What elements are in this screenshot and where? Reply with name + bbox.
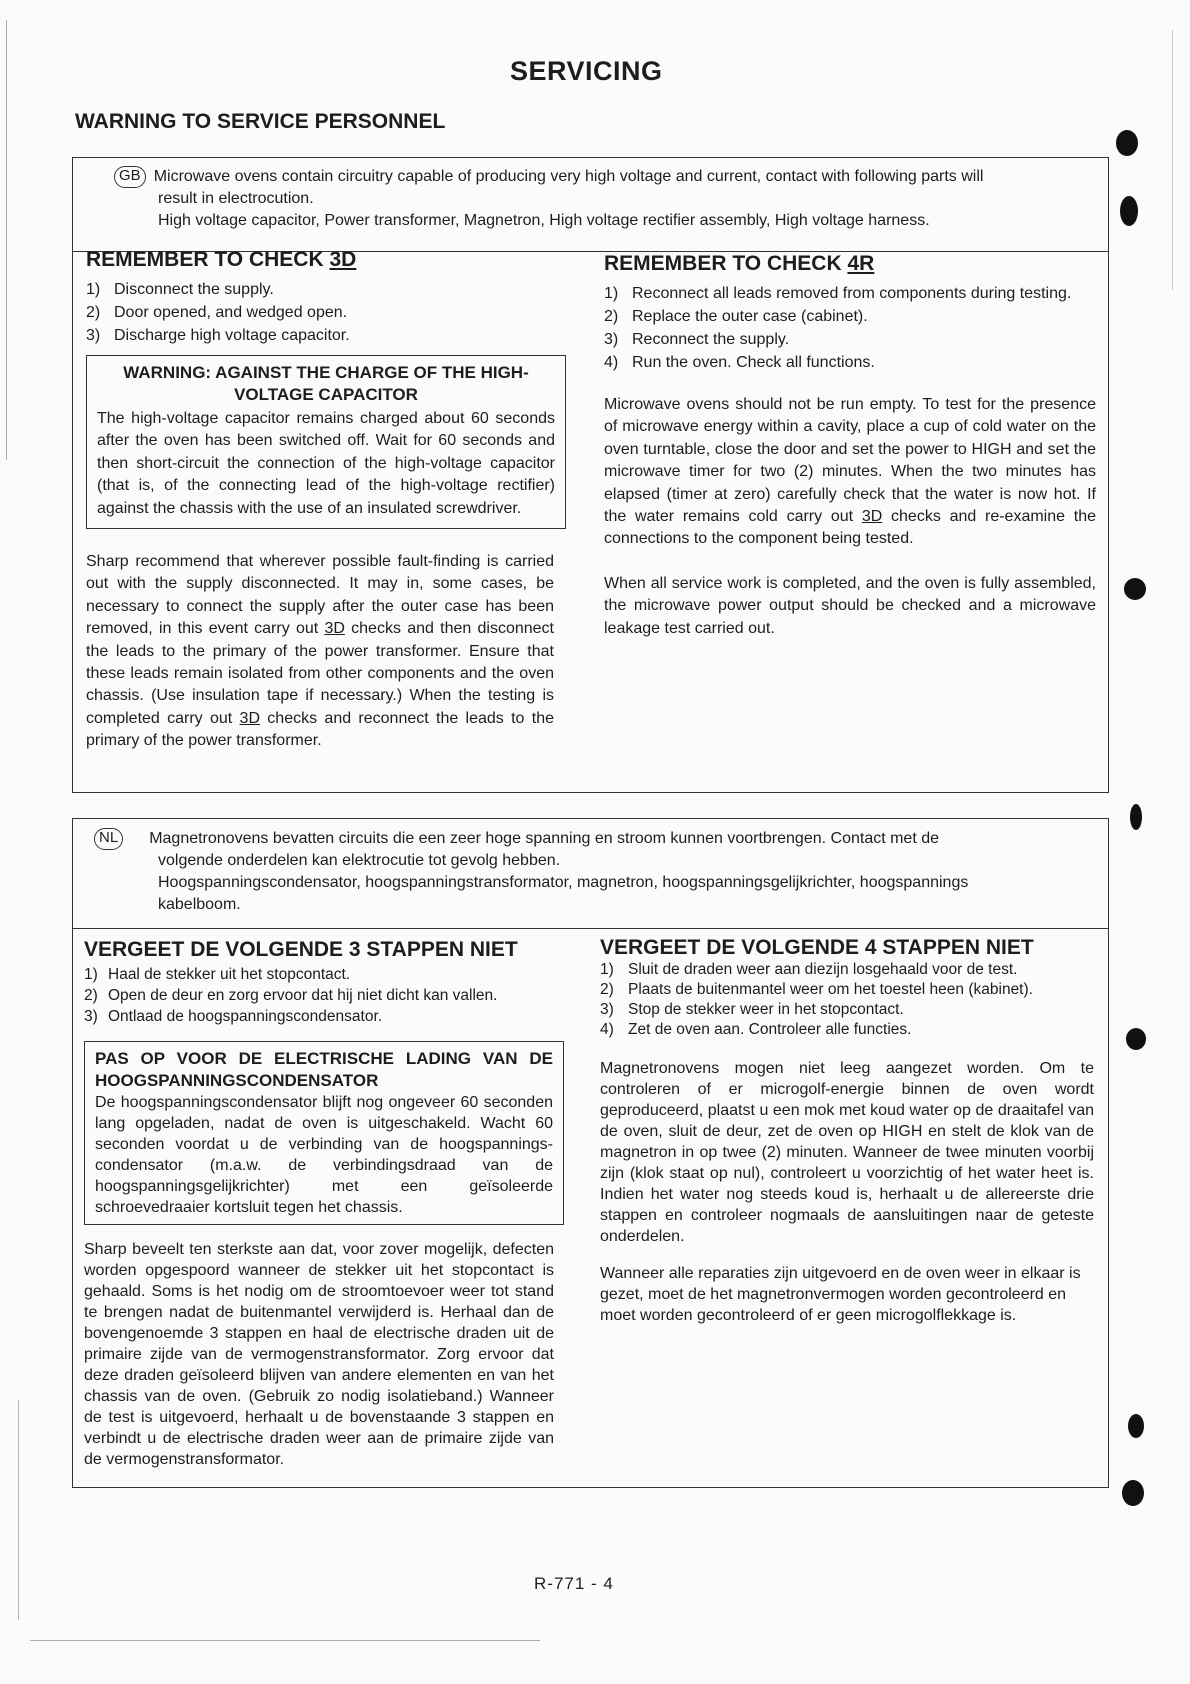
scan-edge-line: [6, 20, 7, 460]
gb-language-tag: GB: [114, 166, 146, 188]
nl-right-steps: [600, 960, 1094, 1040]
gb-right-steps: [604, 282, 1096, 374]
step-text: Reconnect the supply.: [632, 331, 790, 348]
step-text: Ontlaad de hoogspanningscondensator.: [108, 1008, 383, 1025]
step-number: 1): [604, 285, 619, 302]
nl-right-paragraph-2: Wanneer alle reparaties zijn uitgevoerd en de oven weer in elkaar is gezet, moet de het magnetronvermogen worden gecontroleerd en moet worden gecontroleerd of er geen microgolflekkage is.: [600, 1265, 1081, 1324]
step-number: 1): [86, 281, 101, 298]
step-number: 1): [84, 966, 98, 983]
nl-intro-line2: volgende onderdelen kan elektrocutie tot gevolg hebben.: [158, 852, 561, 869]
gb-warning-body: The high-voltage capacitor remains charged about 60 seconds after the oven has been switched off. Wait for 60 seconds and then short-circuit the connection of the high-voltage capacitor (that is, of the connecting lead of the high-voltage rectifier) against the chassis with the use of an insulated screwdriver.: [97, 410, 555, 517]
step-text: Plaats de buitenmantel weer om het toestel heen (kabinet).: [628, 981, 1033, 998]
list-item: [604, 305, 1096, 328]
step-number: 3): [604, 331, 619, 348]
gb-right-para1-code: 3D: [861, 508, 883, 526]
list-item: [600, 960, 1094, 980]
step-number: 2): [600, 981, 614, 998]
step-number: 3): [86, 327, 101, 344]
binder-hole-mark: [1124, 578, 1146, 600]
gb-left-heading-code: 3D: [329, 248, 357, 271]
nl-right-heading: VERGEET DE VOLGENDE 4 STAPPEN NIET: [600, 936, 1034, 959]
nl-intro-line4: kabelboom.: [158, 896, 241, 913]
list-item: [604, 328, 1096, 351]
step-number: 2): [604, 308, 619, 325]
page-title: SERVICING: [510, 56, 663, 86]
list-item: [604, 282, 1096, 305]
step-text: Replace the outer case (cabinet).: [632, 308, 868, 325]
gb-left-para-code1: 3D: [324, 620, 345, 638]
gb-left-para-part3: checks and reconnect the leads to the primary of the power transformer.: [86, 709, 555, 750]
step-text: Disconnect the supply.: [114, 281, 274, 298]
step-text: Open de deur en zorg ervoor dat hij niet dicht kan vallen.: [108, 987, 498, 1004]
gb-intro: [114, 166, 1104, 232]
scan-edge-line: [1172, 30, 1173, 290]
gb-left-paragraph: [86, 551, 554, 753]
step-text: Reconnect all leads removed from components during testing.: [632, 285, 1072, 302]
list-item: [86, 324, 554, 347]
gb-left-heading-text: REMEMBER TO CHECK: [86, 248, 330, 271]
step-text: Discharge high voltage capacitor.: [114, 327, 350, 344]
step-text: Run the oven. Check all functions.: [632, 354, 875, 371]
list-item: [600, 1020, 1094, 1040]
gb-intro-line1: Microwave ovens contain circuitry capable of producing very high voltage and current, contact with following parts will: [153, 168, 984, 185]
list-item: [86, 301, 554, 324]
step-text: Stop de stekker weer in het stopcontact.: [628, 1001, 904, 1018]
list-item: [600, 980, 1094, 1000]
list-item: [604, 351, 1096, 374]
gb-intro-line3: High voltage capacitor, Power transformer, Magnetron, High voltage rectifier assembly, High voltage harness.: [158, 212, 930, 229]
nl-intro: [94, 828, 1094, 916]
gb-left-heading: [86, 248, 554, 272]
step-text: Haal de stekker uit het stopcontact.: [108, 966, 351, 983]
list-item: [84, 964, 554, 985]
nl-capacitor-warning-box: [84, 1041, 564, 1225]
step-text: Door opened, and wedged open.: [114, 304, 348, 321]
list-item: [600, 1000, 1094, 1020]
nl-language-tag: NL: [94, 828, 123, 850]
scan-bottom-line: [30, 1640, 540, 1641]
nl-left-column: [84, 938, 554, 1470]
nl-intro-line3: Hoogspanningscondensator, hoogspanningstransformator, magnetron, hoogspanningsgelijkrichter, hoogspannings: [158, 874, 969, 891]
gb-left-para-part1: Sharp recommend that wherever possible fault-finding is carried out with the supply disconnected. It may in, some cases, be necessary to connect the supply after the outer case has been removed, in this event carry out: [86, 553, 554, 638]
gb-left-para-code2: 3D: [239, 709, 260, 727]
warning-heading: WARNING TO SERVICE PERSONNEL: [75, 110, 446, 133]
gb-left-steps: [86, 278, 554, 347]
nl-left-heading: VERGEET DE VOLGENDE 3 STAPPEN NIET: [84, 938, 518, 961]
step-number: 4): [600, 1021, 614, 1038]
page-number: R-771 - 4: [534, 1574, 614, 1593]
gb-right-column: [604, 252, 1096, 640]
list-item: [86, 278, 554, 301]
binder-hole-mark: [1120, 196, 1138, 226]
step-number: 3): [84, 1008, 98, 1025]
binder-hole-mark: [1116, 130, 1138, 156]
gb-warning-title-line2: VOLTAGE CAPACITOR: [234, 385, 418, 404]
gb-right-heading-code: 4R: [847, 252, 875, 275]
step-text: Zet de oven aan. Controleer alle functies.: [628, 1021, 912, 1038]
gb-right-paragraph-1: [604, 394, 1096, 551]
step-number: 2): [86, 304, 101, 321]
nl-intro-line1: Magnetronovens bevatten circuits die een zeer hoge spanning en stroom kunnen voortbrengen. Contact met de: [149, 830, 940, 847]
gb-capacitor-warning-box: [86, 355, 566, 529]
nl-warning-title-line1: PAS OP VOOR DE ELECTRISCHE LADING VAN DE: [95, 1049, 553, 1068]
step-number: 4): [604, 354, 619, 371]
gb-right-paragraph-2: When all service work is completed, and the oven is fully assembled, the microwave power output should be checked and a microwave leakage test carried out.: [604, 574, 1096, 637]
binder-hole-mark: [1126, 1028, 1146, 1050]
gb-right-para1-part2: checks and re-examine the connections to the component being tested.: [604, 508, 1097, 548]
nl-warning-body: De hoogspanningscondensator blijft nog ongeveer 60 seconden lang opgeladen, nadat de oven is uitgeschakeld. Wacht 60 seconden voordat u de verbinding van de hoogspannings-condensator (m.a.w. de verbindingsdraad van de hoogspanningsgelijkrichter) met een geïsoleerde schroevedraaier kortsluit tegen het chassis.: [95, 1094, 553, 1216]
gb-right-heading: [604, 252, 1096, 276]
binder-hole-mark: [1122, 1480, 1144, 1506]
list-item: [84, 985, 554, 1006]
nl-left-paragraph: Sharp beveelt ten sterkste aan dat, voor zover mogelijk, defecten worden opgespoord wanneer de stekker uit het stopcontact is gehaald. Soms is het nodig om de stroomtoevoer weer tot stand te brengen nadat de buitenmantel verwijderd is. Herhaal dan de bovengenoemde 3 stappen en haal de electrische draden uit de primaire zijde van de vermogenstransformator. Zorg ervoor dat deze draden geïsoleerd blijven van andere elementen en van het chassis van de oven. (Gebruik zo nodig isolatieband.) Wanneer de test is uitgevoerd, herhaalt u de bovenstaande 3 stappen en verbindt u de electrische draden weer aan de primaire zijde van de vermogenstransformator.: [84, 1241, 554, 1468]
gb-left-para-part2: checks and then disconnect the leads to the primary of the power transformer. Ensure that these leads remain isolated from other components and the oven chassis. (Use insulation tape if necessary.) When the testing is completed carry out: [86, 620, 555, 727]
step-number: 2): [84, 987, 98, 1004]
nl-left-steps: [84, 964, 554, 1027]
step-text: Sluit de draden weer aan diezijn losgehaald voor de test.: [628, 961, 1018, 978]
gb-warning-title-line1: WARNING: AGAINST THE CHARGE OF THE HIGH-: [123, 363, 529, 382]
step-number: 3): [600, 1001, 614, 1018]
gb-right-heading-text: REMEMBER TO CHECK: [604, 252, 848, 275]
gb-right-para1-part1: Microwave ovens should not be run empty. To test for the presence of microwave energy within a cavity, place a cup of cold water on the oven turntable, close the door and set the power to HIGH and set the microwave timer for two (2) minutes. When the two minutes has elapsed (timer at zero) carefully check that the water is now hot. If the water remains cold carry out: [604, 396, 1096, 526]
binder-hole-mark: [1128, 1414, 1144, 1438]
nl-right-column: [600, 936, 1094, 1326]
gb-intro-line2: result in electrocution.: [158, 190, 314, 207]
list-item: [84, 1006, 554, 1027]
nl-divider: [72, 928, 1109, 929]
nl-right-paragraph-1: Magnetronovens mogen niet leeg aangezet worden. Om te controleren of er microgolf-energie binnen de oven wordt geproduceerd, plaatst u een mok met koud water op de draaitafel van de oven, sluit de deur, zet de oven op HIGH en stelt de klok van de magnetron in op twee (2) minuten. Wanneer de twee minuten voorbij zijn (klok staat op nul), controleert u voorzichtig of het water heet is. Indien het water nog steeds koud is, herhaalt u de allereerste drie stappen en controleer nogmaals de aansluitingen naar de geteste onderdelen.: [600, 1060, 1094, 1245]
binder-hole-mark: [1130, 804, 1142, 830]
step-number: 1): [600, 961, 614, 978]
gb-left-column: [86, 248, 554, 753]
scan-edge-line: [18, 1400, 19, 1620]
nl-warning-title-line2: HOOGSPANNINGSCONDENSATOR: [95, 1071, 379, 1090]
